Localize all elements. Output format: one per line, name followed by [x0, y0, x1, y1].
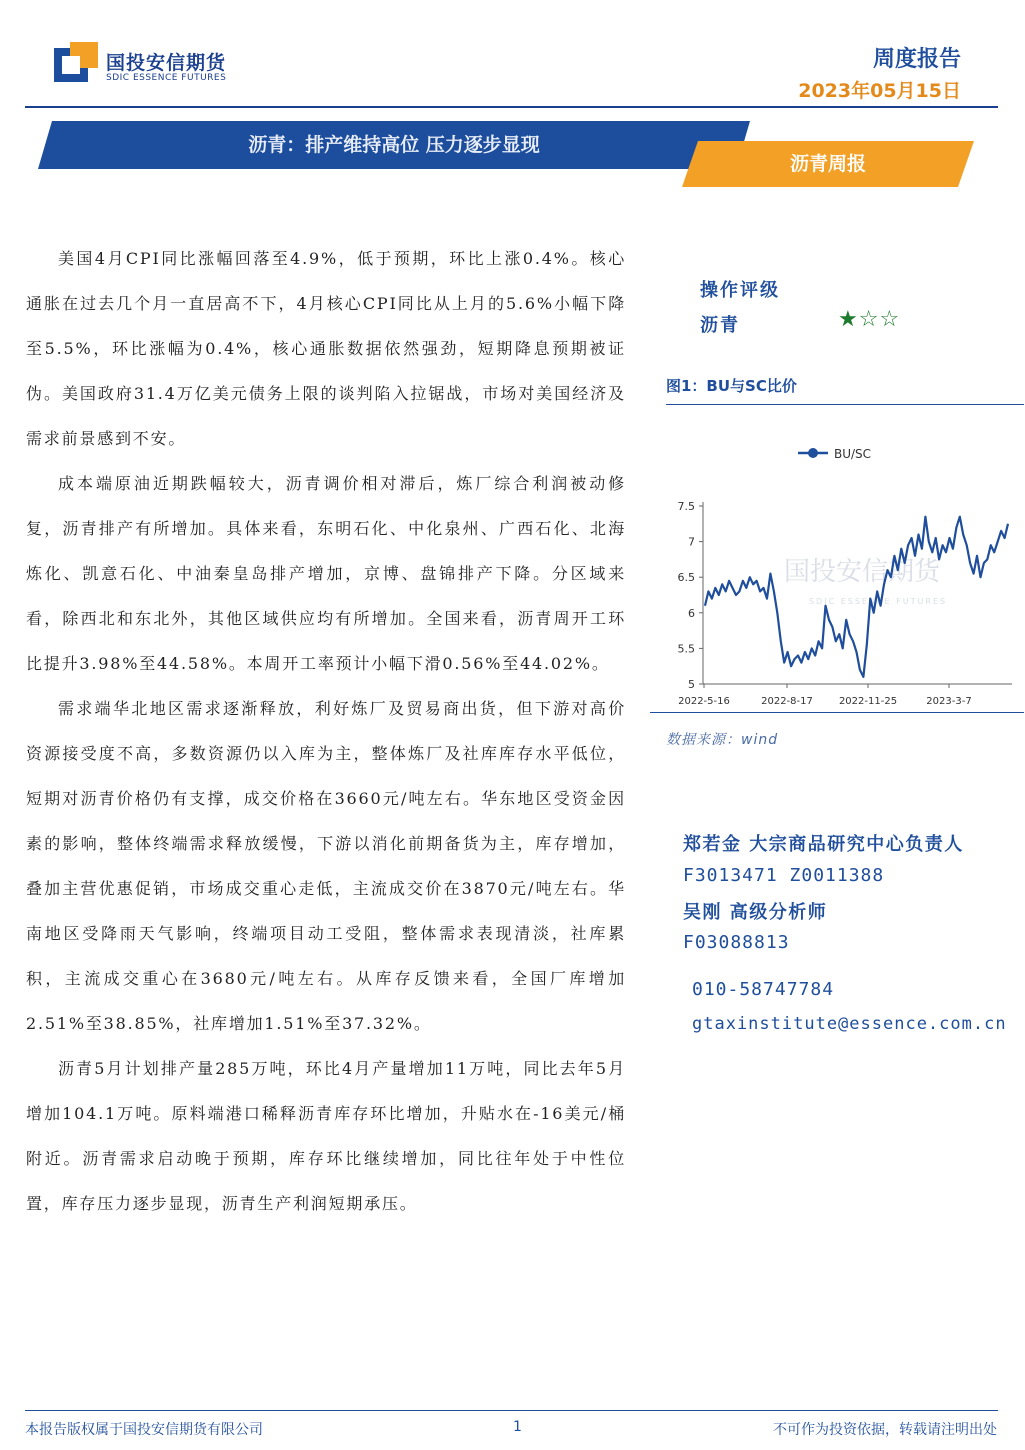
footer-divider: [25, 1410, 998, 1411]
report-date: 2023年05月15日: [798, 80, 961, 102]
y-tick-label: 7.5: [677, 500, 695, 513]
logo-text-cn: 国投安信期货: [106, 52, 227, 74]
watermark-text-en: SDIC ESSENCE FUTURES: [808, 597, 948, 606]
bu-sc-ratio-chart: [650, 420, 1024, 712]
data-source: 数据来源：wind: [666, 732, 779, 748]
copyright-notice: 本报告版权属于国投安信期货有限公司: [25, 1422, 263, 1438]
contact-phone: 010-58747784: [692, 979, 835, 1000]
paragraph: 需求端华北地区需求逐渐释放，利好炼厂及贸易商出货，但下游对高价资源接受度不高，多数资源仍以入库为主，整体炼厂及社库库存水平低位，短期对沥青价格仍有支撑，成交价格在3660元/吨左右。华东地区受资金因素的影响，整体终端需求释放缓慢，下游以消化前期备货为主，库存增加，叠加主营优惠促销，市场成交重心走低，主流成交价在3870元/吨左右。华南地区受降雨天气影响，终端项目动工受阻，整体需求表现清淡，社库累积，主流成交重心在3680元/吨左右。从库存反馈来看，全国厂库增加2.51%至38.85%，社库增加1.51%至37.32%。: [26, 699, 626, 1033]
x-tick-label: 2023-3-7: [926, 696, 972, 707]
disclaimer: 不可作为投资依据，转载请注明出处: [773, 1422, 997, 1438]
analyst-1: 郑若金 大宗商品研究中心负责人: [683, 834, 964, 855]
figure-title: 图1：BU与SC比价: [666, 377, 797, 395]
page-number: 1: [513, 1419, 522, 1435]
x-tick-label: 2022-5-16: [678, 696, 730, 707]
y-tick-label: 6.5: [677, 571, 695, 585]
paragraph: 美国4月CPI同比涨幅回落至4.9%，低于预期，环比上涨0.4%。核心通胀在过去几个月一直居高不下，4月核心CPI同比从上月的5.6%小幅下降至5.5%，环比涨幅为0.4%，核心通胀数据依然强劲，短期降息预期被证伪。美国政府31.4万亿美元债务上限的谈判陷入拉锯战，市场对美国经济及需求前景感到不安。: [26, 249, 626, 448]
report-type: 周度报告: [872, 47, 961, 72]
header-divider: [25, 106, 998, 108]
analyst-2-license: F03088813: [683, 932, 790, 953]
report-tag: 沥青周报: [789, 153, 866, 175]
analyst-1-license: F3013471 Z0011388: [683, 865, 885, 886]
paragraph: 成本端原油近期跌幅较大，沥青调价相对滞后，炼厂综合利润被动修复，沥青排产有所增加。具体来看，东明石化、中化泉州、广西石化、北海炼化、凯意石化、中油秦皇岛排产增加，京博、盘锦排产下降。分区域来看，除西北和东北外，其他区域供应均有所增加。全国来看，沥青周开工环比提升3.98%至44.58%。本周开工率预计小幅下滑0.56%至44.02%。: [26, 474, 626, 673]
y-tick-label: 6: [688, 606, 695, 620]
star-rating-icon: ★☆☆: [838, 307, 901, 332]
legend-marker: [808, 448, 818, 458]
figure-top-rule: [666, 404, 1024, 405]
contact-email[interactable]: gtaxinstitute@essence.com.cn: [692, 1014, 1007, 1034]
x-tick-label: 2022-8-17: [761, 696, 813, 707]
y-tick-label: 5: [688, 678, 695, 691]
rating-label: 沥青: [700, 315, 740, 336]
x-tick-label: 2022-11-25: [838, 696, 898, 707]
rating-title: 操作评级: [700, 280, 780, 301]
analyst-2: 吴刚 高级分析师: [683, 902, 828, 923]
legend-label: BU/SC: [834, 447, 872, 461]
body-text: [26, 236, 626, 1226]
report-title: 沥青：排产维持高位 压力逐步显现: [248, 134, 540, 156]
y-tick-label: 5.5: [677, 642, 695, 656]
company-logo-icon: [54, 42, 98, 82]
watermark-text: 国投安信期货: [783, 557, 941, 587]
logo-text-en: SDIC ESSENCE FUTURES: [106, 73, 227, 83]
y-tick-label: 7: [688, 535, 695, 549]
paragraph: 沥青5月计划排产量285万吨，环比4月产量增加11万吨，同比去年5月增加104.1万吨。原料端港口稀释沥青库存环比增加，升贴水在-16美元/桶附近。沥青需求启动晚于预期，库存环比继续增加，同比往年处于中性位置，库存压力逐步显现，沥青生产利润短期承压。: [26, 1059, 626, 1213]
figure-bottom-rule: [650, 712, 1024, 713]
